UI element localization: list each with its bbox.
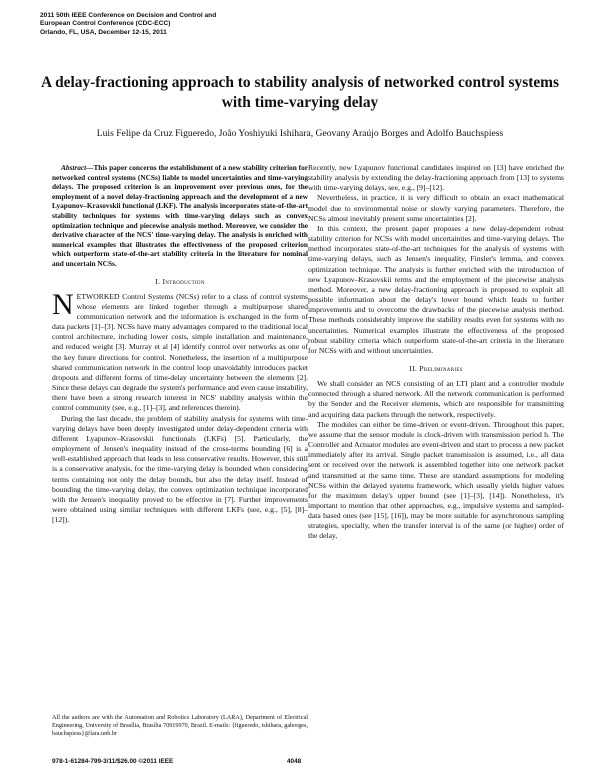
- abstract: [52, 163, 308, 269]
- page-number: 4048: [287, 758, 302, 765]
- isbn-line: 978-1-61284-799-3/11/$26.00 ©2011 IEEE: [52, 758, 174, 765]
- left-column: [52, 163, 308, 525]
- paragraph: During the last decade, the problem of stability analysis for systems with time-varying delays have been deeply investigated under delay-dependent criteria with different Lyapunov–Krasovskii functionals (LKFs) [5]. Particularly, the employment of Jensen's inequality instead of the cross-terms bounding [6] is a well-established approach that leads to less conservative results. However, this still is a conservative analysis, for the time-varying delay is bounded when considering terms containing not only the delay bounds, but also the delay itself. Instead of bounding the time-varying delay, the convex optimization technique incorporated with the Jensen's inequality proved to be effective in [7]. Further improvements were obtained using similar techniques with different LKFs (see, e.g., [5], [8]–[12]).: [52, 413, 308, 525]
- paragraph: [52, 287, 308, 414]
- conference-line: Orlando, FL, USA, December 12-15, 2011: [40, 28, 167, 36]
- paragraph: We shall consider an NCS consisting of an LTI plant and a controller module connected through a shared network. All the network communication is performed by the Sender and the Receiver elements, which are responsible for transmitting and acquiring data packets through the network, respectively.: [308, 379, 564, 419]
- author-footnote: All the authors are with the Automation and Robotics Laboratory (LARA), Department of Electrical Engineering, University of Brasília, Brasília 70919970, Brazil. E-mails: {figueredo, ishihara, gaborges, bauchspiess}@lara.unb.br: [52, 714, 308, 738]
- paper-title: A delay-fractioning approach to stability analysis of networked control systems with time-varying delay: [40, 74, 559, 111]
- author-list: Luis Felipe da Cruz Figueredo, João Yoshiyuki Ishihara, Geovany Araújo Borges and Adolfo Bauchspiess: [96, 128, 504, 139]
- paragraph: The modules can either be time-driven or event-driven. Throughout this paper, we assume that the sensor module is clock-driven with transmission period h. The Controller and Actuator modules are event-driven and start to process a new packet immediately after its arrival. Single packet transmission is assumed, i.e., all data sent or received over the network is assembled together into one network packet and transmitted at the same time. These are standard assumptions for modeling NCSs within the delayed systems framework, which usually yields higher values for the maximum delay's upper bound (see [1]–[3], [14]). Nonetheless, it's important to mention that other approaches, e.g., impulsive systems and sampled-data based ones (see [15], [16]), may be more suitable for asynchronous sampling strategies, specially, when the transfer interval is of the same (or higher) order of the delay,: [308, 419, 564, 541]
- abstract-text: —This paper concerns the establishment of a new stability criterion for networked control systems (NCSs) liable to model uncertainties and time-varying delays. The proposed criterion is an improvement over previous ones, for the employment of a novel delay-fractioning approach and the development of a new Lyapunov–Krasovskii functional (LKF). The analysis incorporates state-of-the-art stability techniques for systems with time-varying delays such as convex optimization technique and piecewise analysis method. Moreover, we consider the derivative character of the NCS' time-varying delay. The analysis is enriched with numerical examples that illustrates the effectiveness of the proposed criterion which outperform state-of-the-art stability criteria in the literature for nominal and uncertain NCSs.: [52, 163, 308, 268]
- conference-line: 2011 50th IEEE Conference on Decision and Control and: [40, 12, 217, 19]
- right-column: [308, 163, 564, 542]
- paragraph: In this context, the present paper proposes a new delay-dependent robust stability criterion for NCSs with model uncertainties and time-varying delays. The method incorporates state-of-the-art techniques for the analysis of systems with time-varying delays, such as Jensen's inequality, Finsler's lemma, and convex optimization technique. The analysis is further enriched with the introduction of new Lyapunov–Krasovskii terms and the employment of the piecewise analysis method. Moreover, a new delay-fractioning approach is proposed to exploit all possible information about the delay's lower bound which leads to further improvements and to overcome the drawbacks of the piecewise analysis method. These methods considerably improve the stability results even for systems with no uncertainties. Numerical examples illustrate the effectiveness of the proposed robust stability criteria which outperform state-of-the-art criteria in the literature for NCSs with and without uncertainties.: [308, 223, 564, 355]
- paragraph-text: ETWORKED Control Systems (NCSs) refer to a class of control systems whose elements are linked together through a multipurpose shared communication network and the information is exchanged in the form of data packets [1]–[3]. NCSs have many advantages compared to the traditional local control architecture, including lower costs, simple installation and maintenance, and reduced weight [3]. Murray et al [4] identify control over networks as one of the key future directions for control. Nonetheless, the insertion of a multipurpose shared communication network in the control loop unavoidably introduces packet dropouts and different forms of time-delay uncertainty between the elements [2]. Since these delays can degrade the system's performance and even cause instability, there have been a strong research interest in NCS' stability analysis within the control community (see, e.g., [1]–[3], and references therein).: [52, 291, 308, 413]
- section-heading-preliminaries: II. Preliminaries: [409, 363, 463, 373]
- abstract-label: Abstract: [61, 163, 87, 172]
- conference-line: European Control Conference (CDC-ECC): [40, 20, 171, 28]
- section-heading-introduction: I. Introduction: [155, 276, 205, 286]
- conference-header: [40, 12, 320, 37]
- paragraph: Recently, new Lyapunov functional candidates inspired on [13] have enriched the stability analysis by extending the delay-fractioning approach from [13] to systems with time-varying delays, see, e.g., [9]–[12].: [308, 163, 564, 193]
- drop-cap: N: [52, 287, 74, 321]
- paragraph: Nevertheless, in practice, it is very difficult to obtain an exact mathematical model due to environmental noise or slowly varying parameters. Therefore, the NCSs almost inevitably present some uncertainties [2].: [308, 193, 564, 223]
